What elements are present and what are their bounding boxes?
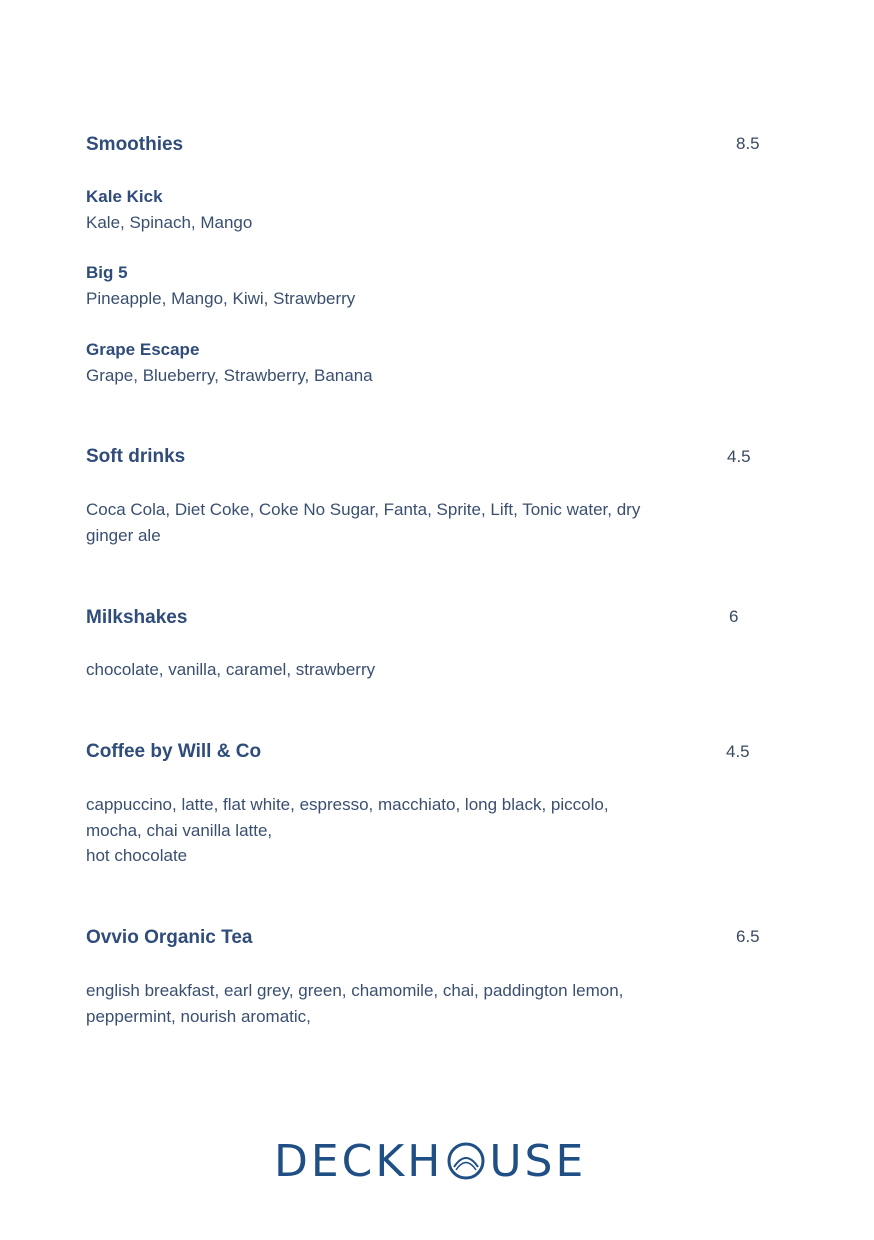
section-desc-line: mocha, chai vanilla latte,	[86, 821, 273, 840]
logo-text-start: DECKH	[274, 1135, 444, 1187]
price-coffee: 4.5	[726, 742, 750, 761]
item-name-kale-kick: Kale Kick	[86, 187, 163, 206]
item-name-big-5: Big 5	[86, 263, 128, 282]
section-desc-line: ginger ale	[86, 526, 161, 545]
item-desc-big-5: Pineapple, Mango, Kiwi, Strawberry	[86, 289, 356, 308]
logo-o-mark-icon	[446, 1141, 486, 1181]
section-title-milkshakes: Milkshakes	[86, 607, 188, 628]
section-desc-line: peppermint, nourish aromatic,	[86, 1007, 311, 1026]
section-title-coffee: Coffee by Will & Co	[86, 741, 262, 762]
section-title-smoothies: Smoothies	[86, 134, 184, 155]
section-desc-line: Coca Cola, Diet Coke, Coke No Sugar, Fanta, Sprite, Lift, Tonic water, dry	[86, 500, 641, 519]
section-title-soft-drinks: Soft drinks	[86, 446, 186, 467]
section-desc-line: cappuccino, latte, flat white, espresso, macchiato, long black, piccolo,	[86, 795, 609, 814]
price-tea: 6.5	[736, 927, 760, 946]
deckhouse-logo	[274, 1136, 586, 1186]
item-desc-kale-kick: Kale, Spinach, Mango	[86, 213, 253, 232]
price-soft-drinks: 4.5	[727, 447, 751, 466]
section-desc-line: chocolate, vanilla, caramel, strawberry	[86, 660, 376, 679]
item-desc-grape-escape: Grape, Blueberry, Strawberry, Banana	[86, 366, 373, 385]
section-title-tea: Ovvio Organic Tea	[86, 927, 253, 948]
item-name-grape-escape: Grape Escape	[86, 340, 200, 359]
section-desc-line: english breakfast, earl grey, green, chamomile, chai, paddington lemon,	[86, 981, 624, 1000]
price-milkshakes: 6	[729, 607, 739, 626]
logo-text-end: USE	[489, 1135, 587, 1187]
price-smoothies: 8.5	[736, 134, 760, 153]
section-desc-line: hot chocolate	[86, 846, 188, 865]
